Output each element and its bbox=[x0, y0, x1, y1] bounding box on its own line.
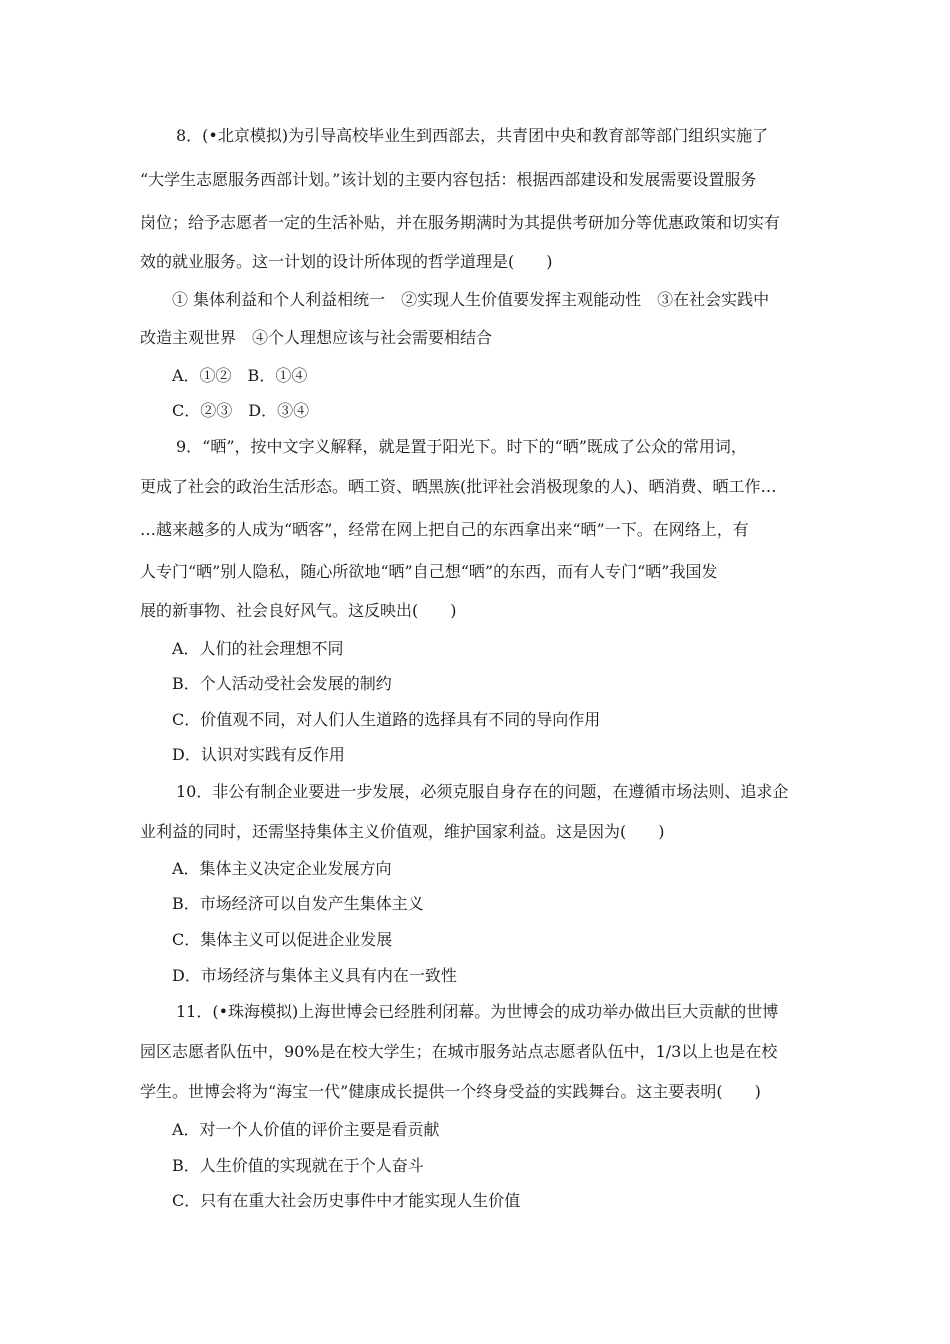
question-9-line-5: 展的新事物、社会良好风气。这反映出( ) bbox=[140, 601, 457, 620]
question-10-line-1: 10．非公有制企业要进一步发展，必须克服自身存在的问题，在遵循市场法则、追求企 bbox=[176, 782, 789, 801]
question-8-options-cd: C．②③ D．③④ bbox=[172, 401, 310, 420]
question-11-option-a: A．对一个人价值的评价主要是看贡献 bbox=[172, 1120, 440, 1139]
question-8-line-1: 8．(•北京模拟)为引导高校毕业生到西部去，共青团中央和教育部等部门组织实施了 bbox=[176, 126, 769, 145]
question-9-line-4: 人专门“晒”别人隐私，随心所欲地“晒”自己想“晒”的东西，而有人专门“晒”我国发 bbox=[140, 562, 718, 581]
question-11-option-c: C．只有在重大社会历史事件中才能实现人生价值 bbox=[172, 1191, 521, 1210]
question-8-statements-line-2: 改造主观世界 ④个人理想应该与社会需要相结合 bbox=[140, 328, 493, 347]
question-11-option-b: B．人生价值的实现就在于个人奋斗 bbox=[172, 1156, 424, 1175]
question-9-option-b: B．个人活动受社会发展的制约 bbox=[172, 674, 392, 693]
question-9-line-2: 更成了社会的政治生活形态。晒工资、晒黑族(批评社会消极现象的人)、晒消费、晒工作… bbox=[140, 477, 777, 496]
question-8-line-4: 效的就业服务。这一计划的设计所体现的哲学道理是( ) bbox=[140, 252, 553, 271]
question-10-option-b: B．市场经济可以自发产生集体主义 bbox=[172, 894, 424, 913]
question-9-option-c: C．价值观不同，对人们人生道路的选择具有不同的导向作用 bbox=[172, 710, 601, 729]
question-10-option-a: A．集体主义决定企业发展方向 bbox=[172, 859, 392, 878]
question-9-option-d: D．认识对实践有反作用 bbox=[172, 745, 345, 764]
question-10-option-c: C．集体主义可以促进企业发展 bbox=[172, 930, 393, 949]
question-11-line-1: 11．(•珠海模拟)上海世博会已经胜利闭幕。为世博会的成功举办做出巨大贡献的世博 bbox=[176, 1002, 779, 1021]
question-9-line-3: …越来越多的人成为“晒客”，经常在网上把自己的东西拿出来“晒”一下。在网络上，有 bbox=[140, 520, 749, 539]
question-10-option-d: D．市场经济与集体主义具有内在一致性 bbox=[172, 966, 457, 985]
question-11-line-3: 学生。世博会将为“海宝一代”健康成长提供一个终身受益的实践舞台。这主要表明( ) bbox=[140, 1082, 761, 1101]
question-9-option-a: A．人们的社会理想不同 bbox=[172, 639, 344, 658]
question-8-statements-line-1: ① 集体利益和个人利益相统一 ②实现人生价值要发挥主观能动性 ③在社会实践中 bbox=[172, 290, 770, 309]
question-8-options-ab: A．①② B．①④ bbox=[172, 366, 308, 385]
question-8-line-3: 岗位；给予志愿者一定的生活补贴，并在服务期满时为其提供考研加分等优惠政策和切实有 bbox=[140, 213, 781, 232]
question-8-line-2: “大学生志愿服务西部计划。”该计划的主要内容包括：根据西部建设和发展需要设置服务 bbox=[140, 170, 757, 189]
question-10-line-2: 业利益的同时，还需坚持集体主义价值观，维护国家利益。这是因为( ) bbox=[140, 822, 665, 841]
question-9-line-1: 9．“晒”，按中文字义解释，就是置于阳光下。时下的“晒”既成了公众的常用词， bbox=[176, 437, 747, 456]
question-11-line-2: 园区志愿者队伍中，90%是在校大学生；在城市服务站点志愿者队伍中，1/3以上也是在校 bbox=[140, 1042, 778, 1061]
